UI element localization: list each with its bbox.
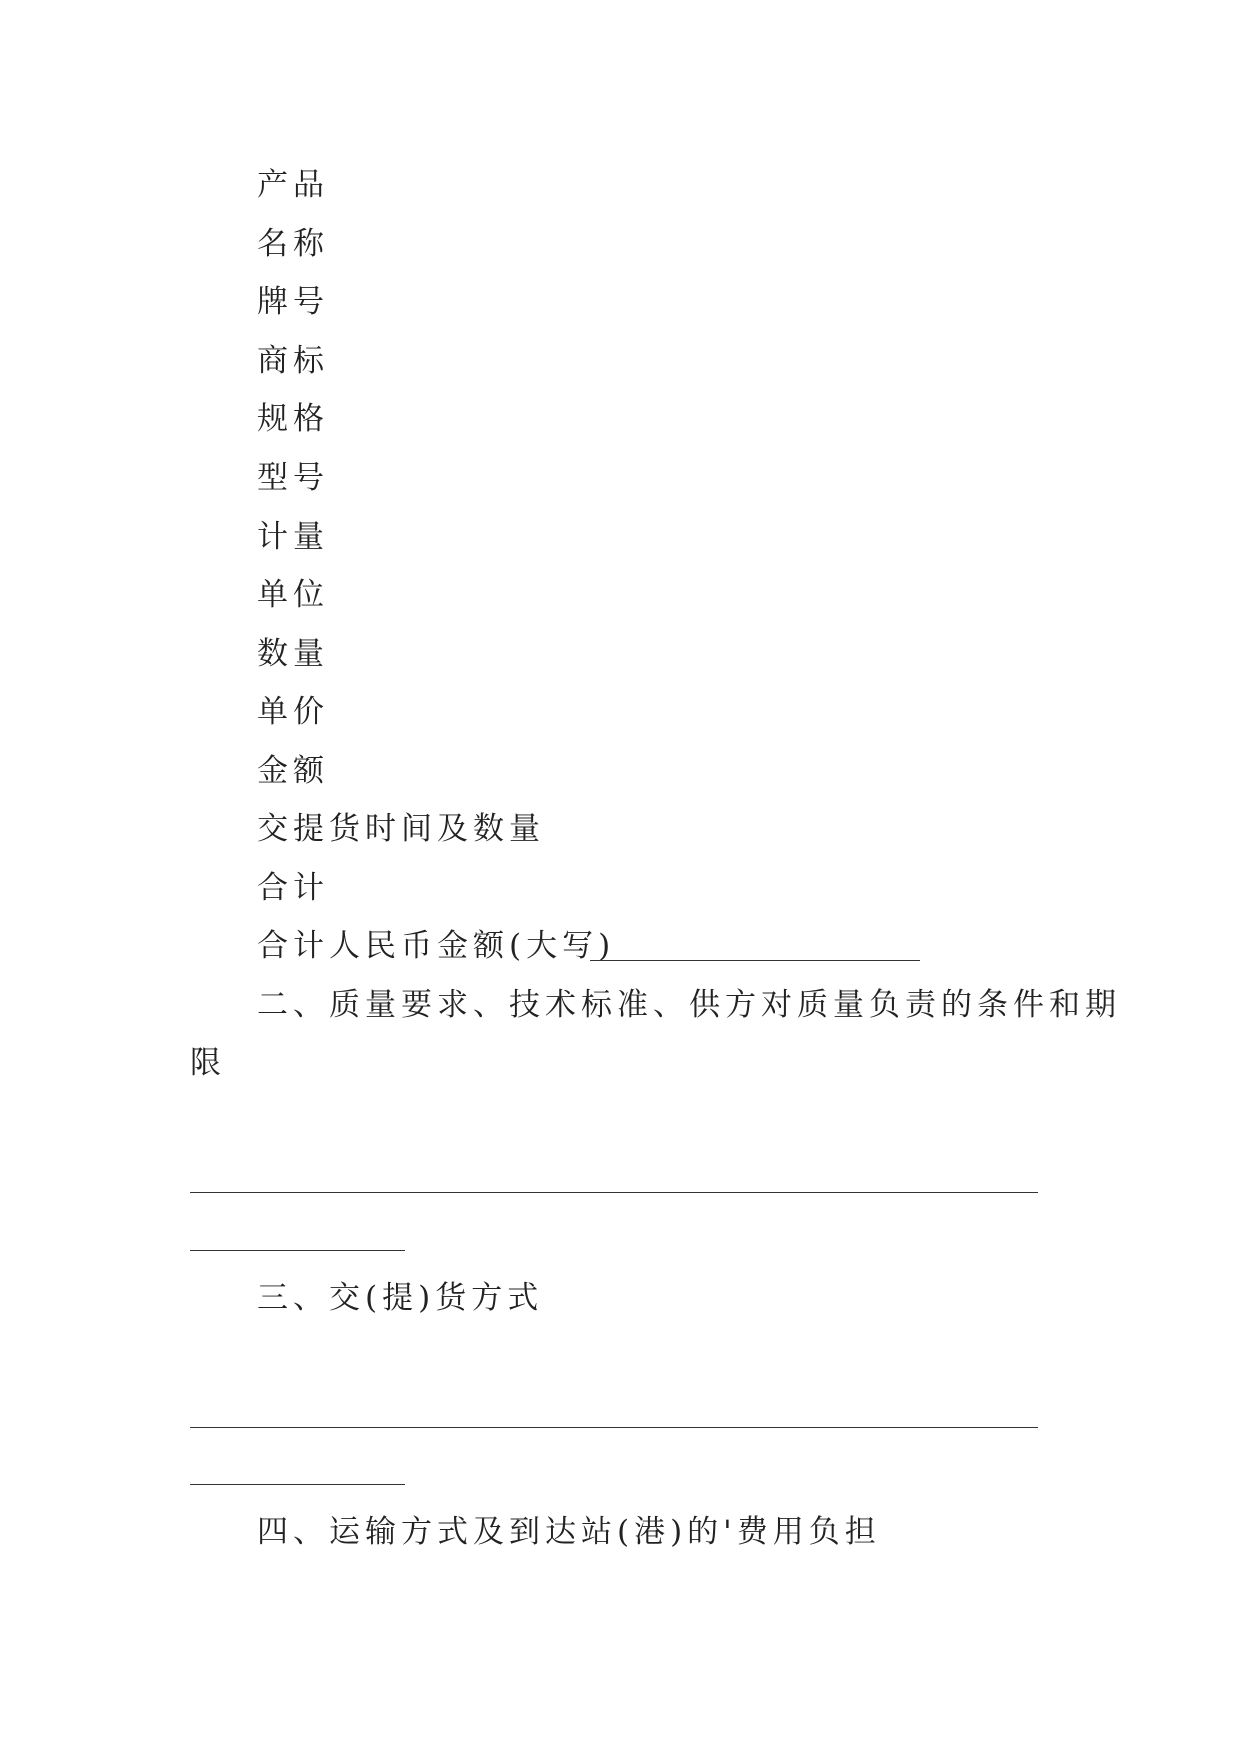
section2-blank-line-2[interactable] [190,1250,405,1251]
total-amount-label: 合计人民币金额(大写) [257,928,616,964]
section3-blank-line-1[interactable] [190,1427,1038,1428]
item-measure: 计量 [257,519,329,555]
item-quantity: 数量 [257,636,329,672]
section2-blank-line-1[interactable] [190,1192,1038,1193]
section3-blank-line-2[interactable] [190,1484,405,1485]
item-name: 名称 [257,226,329,262]
total-amount-blank[interactable] [590,960,920,961]
section2-heading: 二、质量要求、技术标准、供方对质量负责的条件和期 [257,987,1121,1023]
item-amount: 金额 [257,753,329,789]
item-specification: 规格 [257,401,329,437]
section4-heading: 四、运输方式及到达站(港)的'费用负担 [257,1514,881,1550]
section3-heading: 三、交(提)货方式 [257,1280,544,1316]
item-unit-price: 单价 [257,694,329,730]
item-trademark: 商标 [257,343,329,379]
item-brand-number: 牌号 [257,284,329,320]
item-total: 合计 [257,870,329,906]
item-delivery-time-quantity: 交提货时间及数量 [257,811,545,847]
item-product: 产品 [257,167,329,203]
item-unit: 单位 [257,577,329,613]
item-model: 型号 [257,460,329,496]
section2-heading-cont: 限 [190,1045,226,1081]
